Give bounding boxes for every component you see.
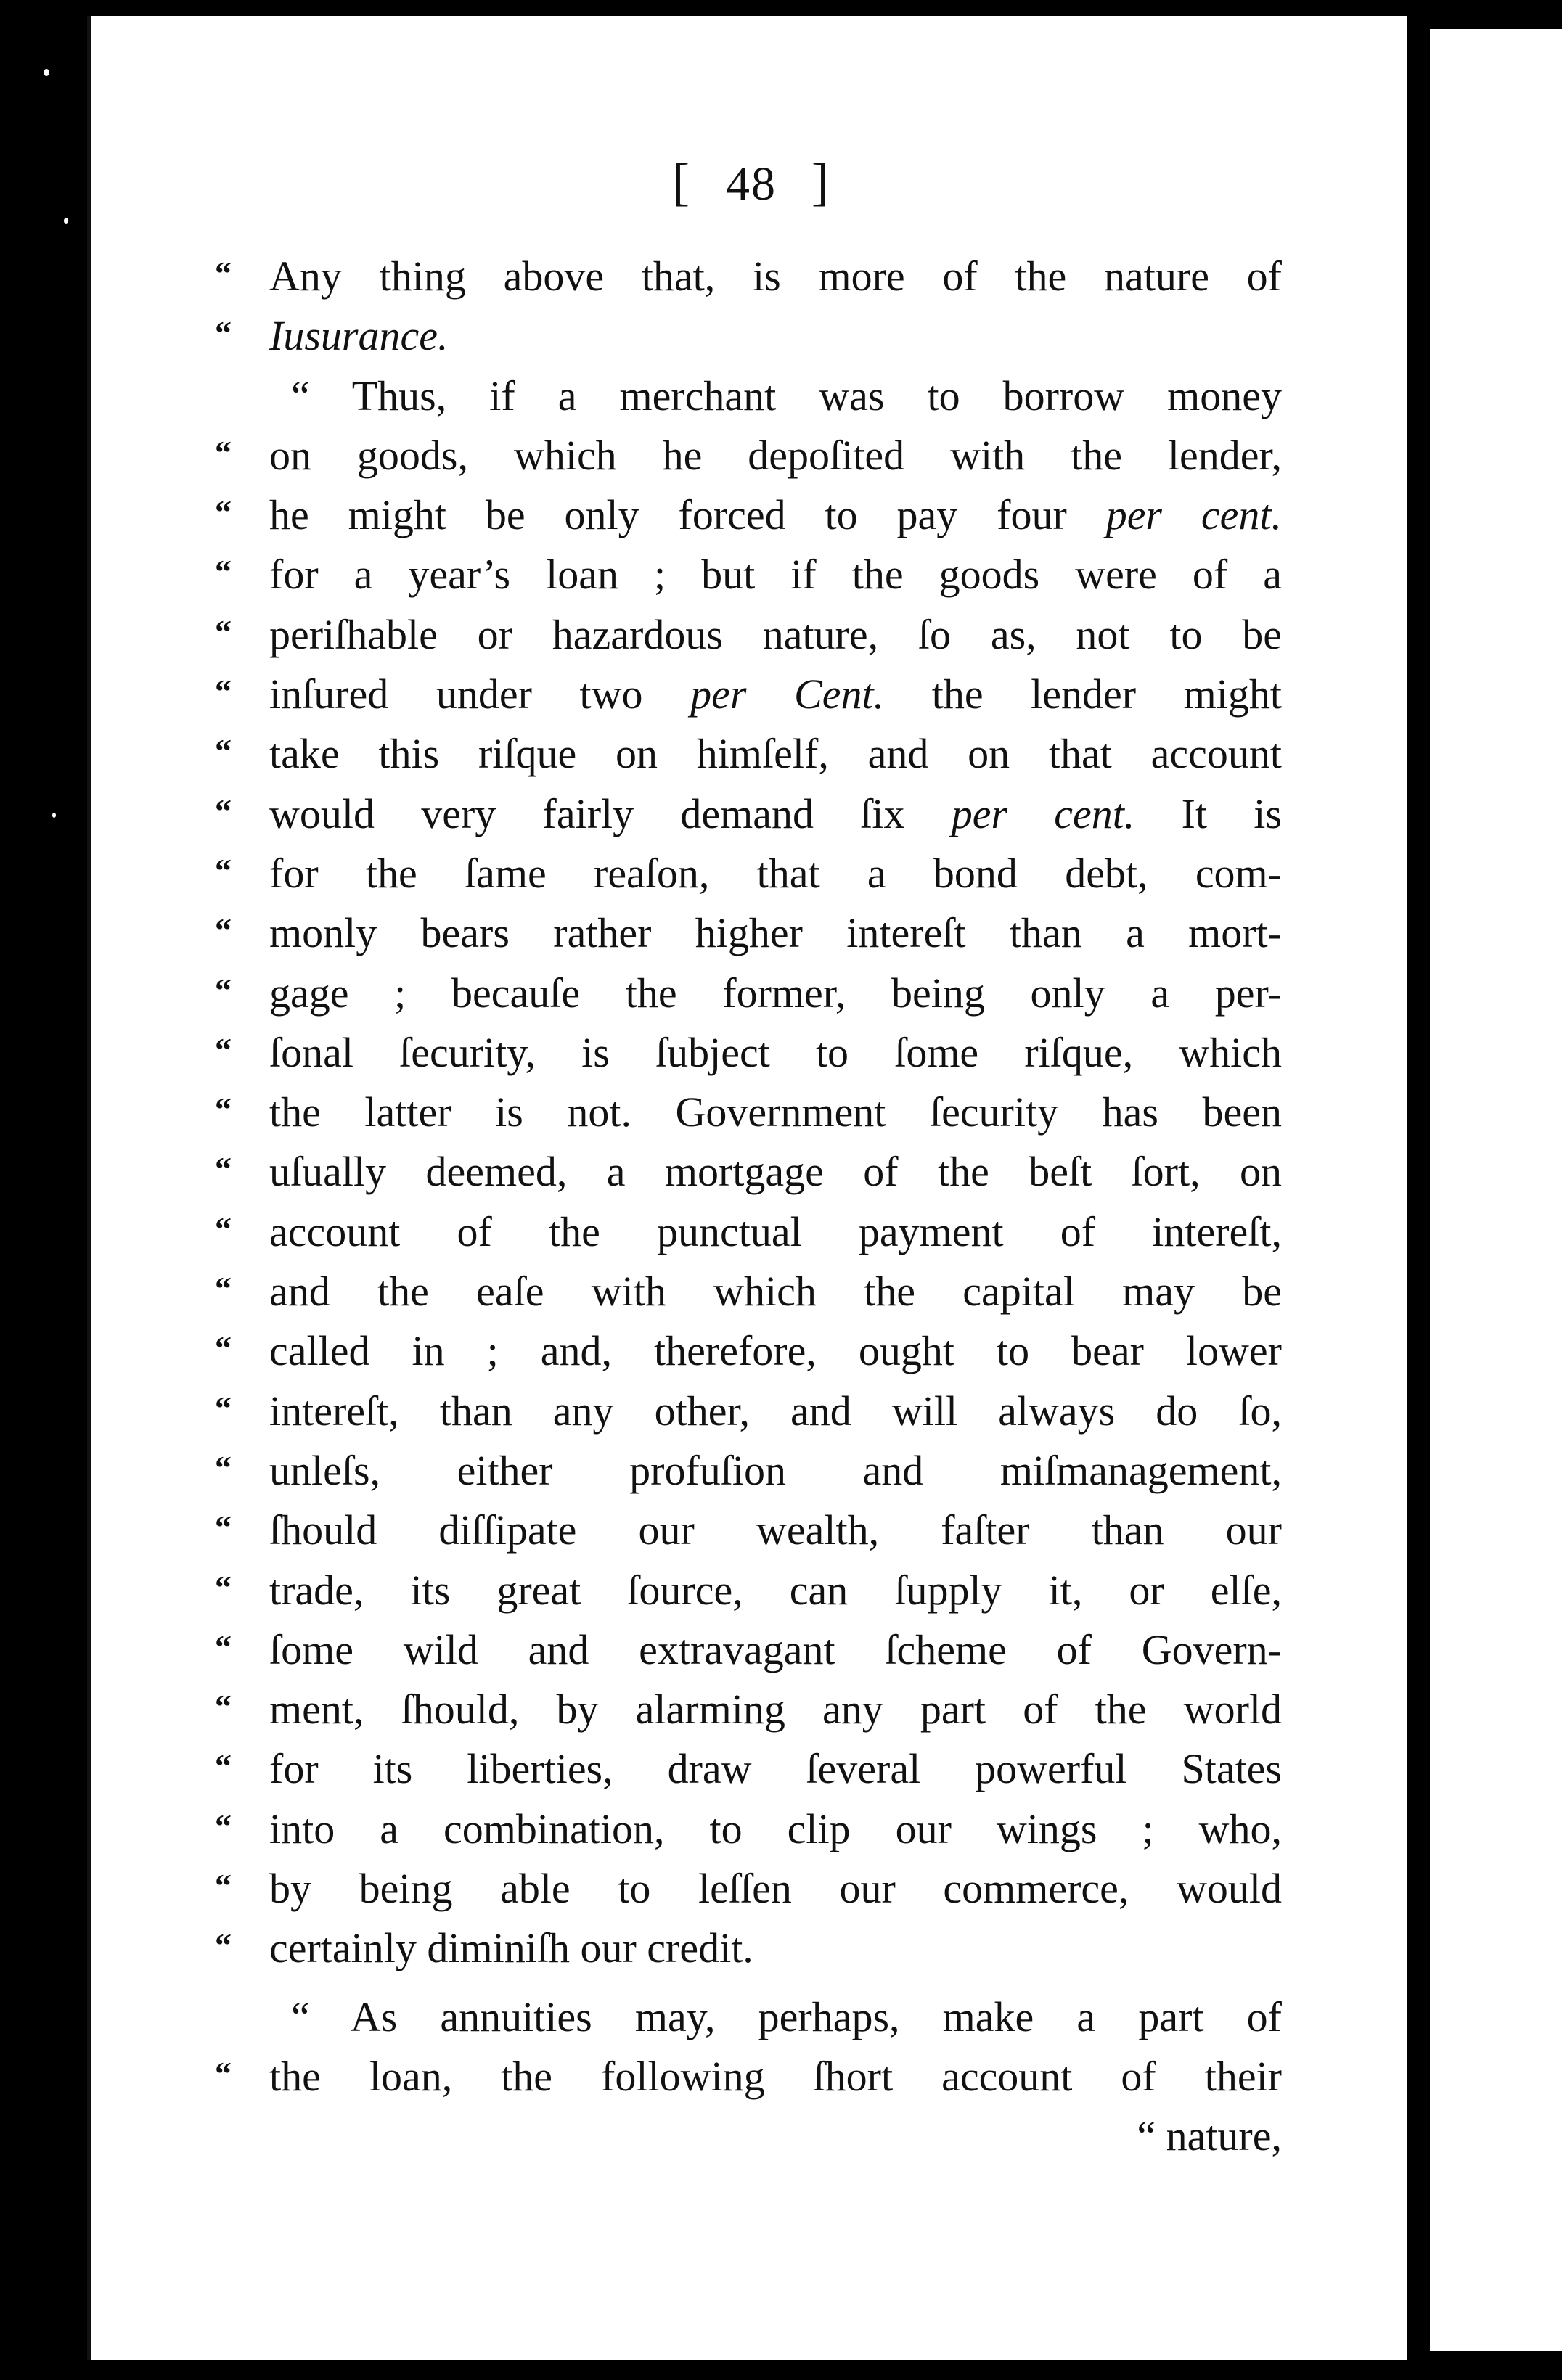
line-text: [269, 1501, 1282, 1560]
page-number: 48: [726, 157, 777, 210]
line-text: [269, 1620, 1282, 1680]
line-text: [269, 1262, 1282, 1321]
text-line: [215, 1919, 1282, 1978]
quote-mark: “: [215, 553, 232, 591]
text-line: [215, 1262, 1282, 1321]
line-text: [269, 1202, 1282, 1262]
scan-border-bottom: [0, 2360, 1562, 2380]
text-run: “ As annuities may, perhaps, make a part of: [291, 1993, 1282, 2040]
quote-mark: “: [215, 1150, 232, 1188]
line-text: [269, 2047, 1282, 2106]
text-line: [215, 903, 1282, 963]
text-line: [215, 485, 1282, 545]
quote-mark: “: [215, 612, 232, 650]
line-text: [269, 306, 1282, 366]
text-line: [215, 1739, 1282, 1799]
text-run: into a combination, to clip our wings ; who,: [269, 1805, 1282, 1852]
quote-mark: “: [215, 493, 232, 531]
text-run: uſually deemed, a mortgage of the beſt ſort, on: [269, 1148, 1282, 1196]
text-line: [215, 426, 1282, 485]
text-run: take this riſque on himſelf, and on that account: [269, 730, 1282, 778]
scan-speck: [44, 69, 49, 76]
text-run: Any thing above that, is more of the nature of: [269, 253, 1282, 300]
quote-mark: “: [215, 971, 232, 1009]
text-line: [215, 1382, 1282, 1441]
line-text: [269, 485, 1282, 545]
text-run: trade, its great ſource, can ſupply it, or elſe,: [269, 1566, 1282, 1614]
line-text: [269, 724, 1282, 784]
quote-mark: “: [215, 792, 232, 829]
text-run: for the ſame reaſon, that a bond debt, com-: [269, 849, 1282, 897]
italic-text: per Cent.: [690, 670, 885, 718]
text-line: [215, 665, 1282, 724]
text-line: [215, 784, 1282, 844]
text-run: intereſt, than any other, and will always do ſo,: [269, 1387, 1282, 1435]
text-run: certainly diminiſh our credit.: [269, 1924, 753, 1972]
text-run: called in ; and, therefore, ought to bear lower: [269, 1327, 1282, 1375]
line-text: [291, 366, 1282, 426]
text-line: [215, 247, 1282, 306]
text-run: by being able to leſſen our commerce, would: [269, 1865, 1282, 1913]
text-line: [215, 1800, 1282, 1859]
quote-mark: “: [215, 911, 232, 949]
text-line: [215, 306, 1282, 366]
quote-mark: “: [215, 1926, 232, 1964]
text-line: [215, 605, 1282, 665]
text-run: would very fairly demand ſix: [269, 789, 952, 837]
text-line: [215, 1680, 1282, 1739]
line-text: [269, 784, 1282, 844]
text-line: [215, 1202, 1282, 1262]
text-run: the lender might: [884, 670, 1283, 718]
text-run: for its liberties, draw ſeveral powerful States: [269, 1745, 1282, 1793]
line-text: [269, 247, 1282, 306]
text-run: inſured under two: [269, 670, 691, 718]
quote-mark: “: [215, 1807, 232, 1844]
quote-mark: “: [215, 1389, 232, 1427]
quote-mark: “: [215, 1448, 232, 1486]
text-run: on goods, which he depoſited with the lender,: [269, 431, 1282, 479]
quote-mark: “: [215, 1509, 232, 1546]
quote-mark: “: [215, 732, 232, 770]
text-run: gage ; becauſe the former, being only a per-: [269, 969, 1282, 1017]
quote-mark: “: [215, 1867, 232, 1905]
line-text: [269, 1739, 1282, 1799]
text-run: unleſs, either profuſion and miſmanagement,: [269, 1446, 1282, 1494]
quote-mark: “: [215, 1568, 232, 1606]
line-text: [269, 1321, 1282, 1381]
scan-speck: [52, 813, 56, 818]
text-run: “ Thus, if a merchant was to borrow money: [291, 372, 1282, 419]
quote-mark: “: [215, 1747, 232, 1785]
line-text: [269, 1142, 1282, 1202]
quote-mark: “: [215, 673, 232, 710]
bracket-open: [: [672, 153, 691, 211]
text-run: ſome wild and extravagant ſcheme of Govern-: [269, 1625, 1282, 1673]
quote-mark: “: [215, 255, 232, 292]
line-text: [269, 1023, 1282, 1083]
text-line: [215, 1023, 1282, 1083]
quote-mark: “: [215, 1628, 232, 1665]
adjacent-page-edge: [1430, 29, 1562, 2351]
text-run: and the eaſe with which the capital may be: [269, 1268, 1282, 1316]
line-text: [269, 426, 1282, 485]
book-page: [87, 16, 1411, 2360]
line-text: [269, 1859, 1282, 1919]
quote-mark: “: [215, 1091, 232, 1128]
text-run: account of the punctual payment of intereſt,: [269, 1207, 1282, 1255]
italic-text: per cent.: [951, 789, 1135, 837]
line-text: [269, 605, 1282, 665]
italic-text: Iusurance.: [269, 312, 449, 360]
italic-text: per cent.: [1105, 491, 1282, 539]
text-run: for a year’s loan ; but if the goods were of a: [269, 551, 1282, 599]
text-line: [215, 545, 1282, 604]
quote-mark: “: [215, 314, 232, 352]
quote-mark: “: [215, 1688, 232, 1726]
text-line: [215, 1083, 1282, 1142]
text-line: [215, 1987, 1282, 2047]
text-line: [215, 1321, 1282, 1381]
line-text: [291, 1987, 1282, 2047]
text-line: [215, 1561, 1282, 1620]
text-line: [215, 366, 1282, 426]
text-run: It is: [1134, 789, 1282, 837]
line-text: [269, 1441, 1282, 1501]
text-line: [215, 964, 1282, 1023]
scan-border-left: [0, 0, 87, 2380]
line-text: [269, 1800, 1282, 1859]
line-text: [269, 1083, 1282, 1142]
line-text: [269, 844, 1282, 903]
line-text: [269, 903, 1282, 963]
text-run: the loan, the following ſhort account of their: [269, 2052, 1282, 2100]
quote-mark: “: [215, 1329, 232, 1367]
quote-mark: “: [215, 1270, 232, 1308]
text-run: he might be only forced to pay four: [269, 491, 1106, 539]
line-text: [269, 1680, 1282, 1739]
line-text: [269, 1561, 1282, 1620]
text-run: ſonal ſecurity, is ſubject to ſome riſque, which: [269, 1028, 1282, 1076]
quote-mark: “: [215, 1030, 232, 1068]
quote-mark: “: [215, 433, 232, 471]
line-text: [269, 1919, 1282, 1978]
text-run: periſhable or hazardous nature, ſo as, not to be: [269, 610, 1282, 658]
line-text: [269, 665, 1282, 724]
text-line: [215, 1142, 1282, 1202]
text-line: [215, 724, 1282, 784]
text-run: monly bears rather higher intereſt than a mort-: [269, 909, 1282, 957]
scan-speck: [64, 218, 68, 224]
text-line: [215, 1620, 1282, 1680]
line-text: [269, 545, 1282, 604]
text-run: the latter is not. Government ſecurity has been: [269, 1088, 1282, 1136]
line-text: [269, 964, 1282, 1023]
text-line: [215, 844, 1282, 903]
text-line: [215, 1501, 1282, 1560]
text-run: ment, ſhould, by alarming any part of the world: [269, 1686, 1282, 1733]
bracket-close: ]: [811, 153, 830, 211]
page-body-text: [215, 247, 1282, 2167]
catchword-line: [215, 2106, 1282, 2166]
quote-mark: “: [215, 1210, 232, 1247]
text-line: [215, 1859, 1282, 1919]
line-text: [269, 2106, 1282, 2166]
text-run: “ nature,: [1137, 2112, 1282, 2160]
book-gutter: [1407, 0, 1430, 2380]
text-run: ſhould diſſipate our wealth, faſter than our: [269, 1506, 1282, 1554]
text-line: [215, 1441, 1282, 1501]
page-number-header: [91, 152, 1411, 213]
text-line: [215, 2047, 1282, 2106]
quote-mark: “: [215, 851, 232, 889]
line-text: [269, 1382, 1282, 1441]
quote-mark: “: [215, 2054, 232, 2092]
